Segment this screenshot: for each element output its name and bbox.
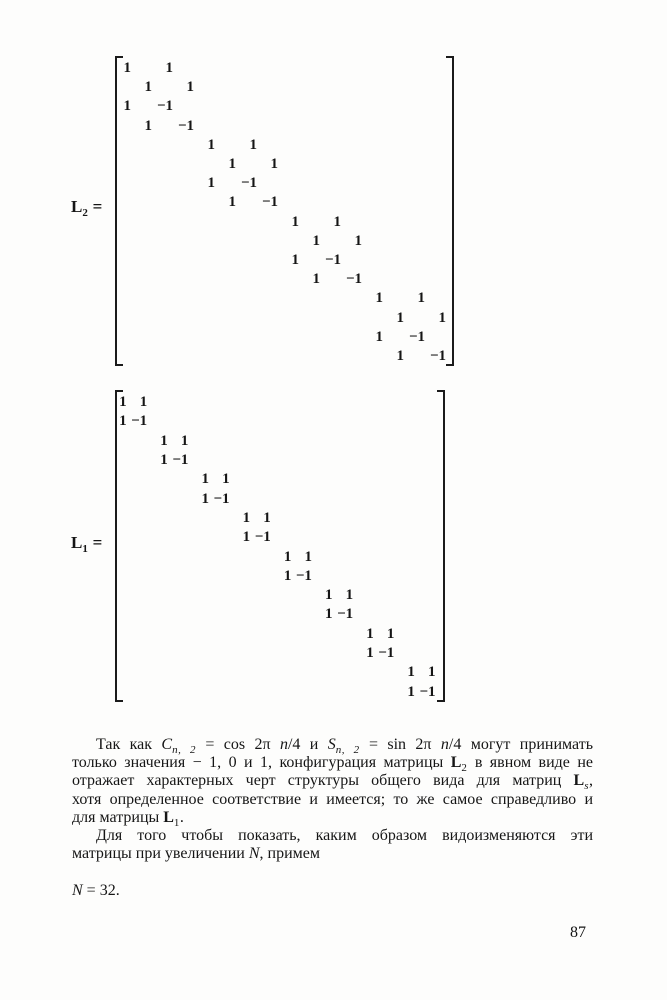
matrix-cell: −1 [345,271,362,288]
matrix-cell: −1 [378,645,395,661]
text-segment: Так как [96,736,162,753]
matrix-L1-label [71,533,102,555]
page-number: 87 [570,924,586,941]
text-segment: /4 и [287,736,328,753]
matrix-cell: −1 [177,117,194,134]
matrix-cell: 1 [270,156,278,173]
text-segment: для матрицы [72,808,164,826]
matrix-cell: −1 [172,452,189,469]
matrix-cell: 1 [119,394,127,411]
text-segment: = [88,533,103,552]
text-line [72,754,594,775]
matrix-L1-grid [113,393,443,702]
matrix-cell: 1 [249,136,257,153]
matrix-cell: 1 [165,60,173,77]
text-segment: 1 [173,816,180,829]
text-line [72,809,593,827]
matrix-cell: 1 [207,175,215,192]
text-segment: L [450,754,462,772]
matrix-cell: 1 [428,664,436,681]
text-segment: , [589,772,593,790]
matrix-cell: 1 [386,625,395,642]
matrix-cell: 1 [263,509,271,526]
right-bracket-icon [437,390,445,702]
matrix-cell: 1 [123,60,131,77]
text-line [72,736,593,754]
matrix-cell: 1 [396,309,404,326]
matrix-cell: 1 [283,548,292,565]
matrix-cell: 1 [375,328,383,345]
matrix-cell: 1 [325,587,333,604]
text-segment: L [573,772,585,790]
matrix-cell: 1 [228,194,236,211]
matrix-cell: 1 [438,309,446,326]
matrix-cell: 1 [417,290,425,307]
matrix-cell: 1 [291,213,299,230]
text-segment: = sin 2π [359,736,441,753]
matrix-L1-block [71,390,451,702]
matrix-L2-block [71,56,461,366]
matrix-cell: 1 [201,471,209,488]
text-line [72,791,593,809]
matrix-cell: 1 [375,290,383,307]
text-segment: 2 [82,207,89,219]
text-segment: n [440,736,449,753]
text-segment: = cos 2π [195,736,280,753]
text-line [72,827,593,845]
matrix-cell: 1 [222,471,230,488]
matrix-cell: −1 [254,529,271,546]
matrix-cell: 1 [312,271,320,288]
matrix-cell: −1 [324,251,341,268]
text-segment: 1 [82,543,89,555]
text-segment: N [72,882,83,899]
matrix-cell: 1 [283,567,292,584]
text-segment: L [71,533,83,552]
matrix-cell: −1 [419,683,436,700]
equation-N [72,882,120,900]
text-segment: , примем [259,845,320,863]
matrix-cell: 1 [291,251,299,268]
text-segment: отражает характерных черт структуры общего вида для матриц [72,772,574,790]
text-segment: S [327,736,336,753]
matrix-cell: 1 [207,136,215,153]
matrix-L2-grid [115,59,451,366]
text-line [72,772,593,793]
matrix-cell: 1 [160,432,168,449]
text-segment: C [161,736,173,753]
matrix-cell: 1 [242,529,251,546]
matrix-cell: 1 [407,683,415,700]
right-bracket-icon [446,56,454,366]
matrix-cell: 1 [144,79,152,96]
text-segment: /4 могут принимать [448,736,594,753]
matrix-cell: 1 [201,490,209,507]
text-segment: 2 [461,762,468,775]
matrix-cell: −1 [337,606,354,623]
matrix-cell: 1 [366,625,374,642]
matrix-cell: 1 [119,413,127,430]
matrix-cell: 1 [354,232,362,249]
text-line [72,845,593,863]
matrix-cell: 1 [345,587,354,604]
text-segment: n, 2 [172,744,196,756]
matrix-L2-label [71,197,102,219]
matrix-cell: −1 [295,567,312,584]
matrix-cell: 1 [366,645,374,661]
matrix-cell: 1 [396,347,404,364]
matrix-cell: −1 [261,194,278,211]
text-segment: только значения − 1, 0 и 1, конфигурация матрицы [72,754,451,772]
text-segment: = 32. [82,882,120,899]
text-segment: L [71,197,83,216]
text-segment: в явном виде не [467,754,594,772]
matrix-cell: 1 [228,156,236,173]
text-segment: L [163,808,174,826]
matrix-cell: 1 [144,117,152,134]
text-segment: s [584,780,589,793]
matrix-cell: 1 [123,98,131,115]
text-segment: N [248,845,260,863]
matrix-cell: 1 [139,394,148,411]
text-segment: матрицы при увеличении [72,845,249,863]
matrix-cell: 1 [160,452,168,469]
matrix-cell: 1 [242,509,251,526]
matrix-cell: 1 [333,213,341,230]
matrix-cell: −1 [156,98,173,115]
matrix-cell: 1 [180,432,189,449]
matrix-cell: 1 [312,232,320,249]
text-segment: хотя определенное соответствие и имеется; то же самое справедливо и [72,790,593,808]
matrix-cell: −1 [213,490,230,507]
matrix-cell: 1 [304,548,312,565]
matrix-cell: −1 [240,175,257,192]
matrix-cell: −1 [408,328,425,345]
matrix-cell: 1 [407,664,415,681]
text-block [72,736,593,863]
matrix-cell: 1 [325,606,333,623]
text-segment: n, 2 [335,744,360,756]
text-segment: . [179,808,184,826]
matrix-cell: 1 [186,79,194,96]
text-segment: = [88,197,103,216]
matrix-cell: −1 [131,413,148,430]
matrix-cell: −1 [429,347,446,364]
text-segment: Для того чтобы показать, каким образом видоизменяются эти [96,826,593,844]
text-segment: n [279,736,288,753]
